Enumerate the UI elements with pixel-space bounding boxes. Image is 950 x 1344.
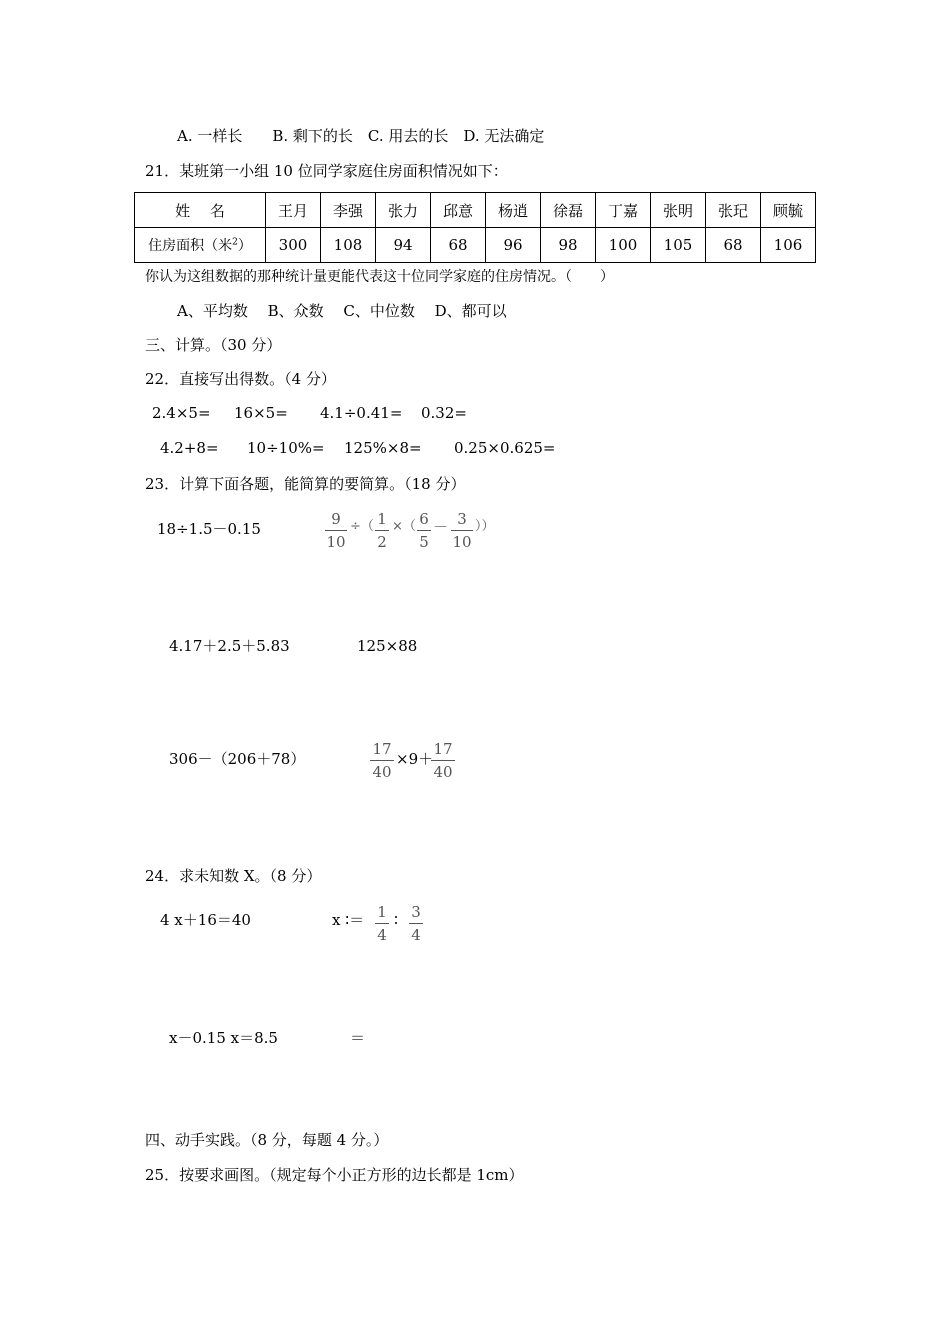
table-cell-area: 100 xyxy=(596,228,651,263)
table-cell-area: 105 xyxy=(651,228,706,263)
fraction xyxy=(417,510,431,551)
q23-expr-4: 125×88 xyxy=(357,637,418,655)
table-cell-area: 106 xyxy=(761,228,816,263)
q22-item: 16×5= xyxy=(234,404,288,422)
q24-e2-lead: x ∶＝ xyxy=(332,911,365,929)
fraction-bar xyxy=(325,530,347,531)
q22-item: 4.2+8= xyxy=(160,439,219,457)
fraction-numerator: 3 xyxy=(411,903,421,921)
fraction xyxy=(431,740,455,781)
table-cell-name: 邱意 xyxy=(431,193,486,228)
area-header-text: 住房面积（米 xyxy=(148,238,233,254)
fraction-numerator: 17 xyxy=(433,740,453,758)
q24-e2-colon: ∶ xyxy=(394,911,398,929)
q21-title: 21．某班第一小组 10 位同学家庭住房面积情况如下： xyxy=(145,162,508,180)
table-cell-name: 张明 xyxy=(651,193,706,228)
table-cell-area: 68 xyxy=(706,228,761,263)
q23-e2-divide: ÷（ xyxy=(350,519,374,534)
fraction xyxy=(370,740,394,781)
fraction-bar xyxy=(431,760,455,761)
table-cell-name: 丁嘉 xyxy=(596,193,651,228)
fraction-bar xyxy=(370,760,394,761)
fraction-bar xyxy=(417,530,431,531)
q21-options: A、平均数 B、众数 C、中位数 D、都可以 xyxy=(177,302,507,320)
table-cell-name: 顾毓 xyxy=(761,193,816,228)
table-cell-name: 王月 xyxy=(266,193,321,228)
table-cell-name: 张玘 xyxy=(706,193,761,228)
area-unit-exponent: 2 xyxy=(232,237,238,248)
q24-expr-4: ＝ xyxy=(350,1029,366,1047)
fraction xyxy=(375,903,389,944)
fraction-numerator: 9 xyxy=(331,510,341,528)
fraction-numerator: 6 xyxy=(419,510,429,528)
fraction xyxy=(375,510,389,551)
fraction xyxy=(325,510,347,551)
q25-title: 25．按要求画图。（规定每个小正方形的边长都是 1cm） xyxy=(145,1166,524,1184)
fraction-denominator: 10 xyxy=(452,533,472,551)
table-cell-area: 94 xyxy=(376,228,431,263)
q23-e2-times: ×（ xyxy=(392,519,416,534)
q22-item: 4.1÷0.41= xyxy=(320,404,403,422)
fraction xyxy=(409,903,423,944)
table-cell-name: 徐磊 xyxy=(541,193,596,228)
fraction-bar xyxy=(375,923,389,924)
q23-expr-3: 4.17＋2.5＋5.83 xyxy=(169,637,290,655)
housing-area-table xyxy=(134,192,816,263)
table-cell-area: 98 xyxy=(541,228,596,263)
table-cell-name: 杨逍 xyxy=(486,193,541,228)
q22-item: 125%×8= xyxy=(344,439,422,457)
q22-item: 10÷10%= xyxy=(247,439,325,457)
area-header-close: ） xyxy=(237,238,252,254)
fraction-bar xyxy=(409,923,423,924)
fraction xyxy=(451,510,473,551)
q24-title: 24．求未知数 X。（8 分） xyxy=(145,867,322,885)
q24-expr-1: 4 x＋16＝40 xyxy=(160,911,251,929)
fraction-denominator: 40 xyxy=(372,763,392,781)
table-cell-name: 李强 xyxy=(321,193,376,228)
table-cell-area: 300 xyxy=(266,228,321,263)
fraction-numerator: 17 xyxy=(372,740,392,758)
fraction-denominator: 5 xyxy=(419,533,429,551)
fraction-numerator: 3 xyxy=(457,510,467,528)
q21-question: 你认为这组数据的那种统计量更能代表这十位同学家庭的住房情况。（ ） xyxy=(145,269,614,285)
fraction-denominator: 2 xyxy=(377,533,387,551)
q20-options: A. 一样长 B. 剩下的长 C. 用去的长 D. 无法确定 xyxy=(177,127,545,145)
q23-expr-5: 306－（206＋78） xyxy=(169,750,306,768)
table-cell-name: 张力 xyxy=(376,193,431,228)
fraction-denominator: 4 xyxy=(411,926,421,944)
section-4-heading: 四、动手实践。（8 分，每题 4 分。） xyxy=(145,1131,389,1149)
table-cell-area: 68 xyxy=(431,228,486,263)
table-cell-area: 96 xyxy=(486,228,541,263)
q23-expr-1: 18÷1.5－0.15 xyxy=(157,520,261,538)
fraction-denominator: 4 xyxy=(377,926,387,944)
table-row-names xyxy=(135,193,816,228)
table-row-areas xyxy=(135,228,816,263)
fraction-denominator: 40 xyxy=(433,763,453,781)
q23-e2-minus: － xyxy=(433,518,449,536)
q22-item: 0.32= xyxy=(421,404,467,422)
q23-e6-middle: ×9＋ xyxy=(396,750,434,768)
table-cell-area: 108 xyxy=(321,228,376,263)
table-header-area xyxy=(135,228,266,263)
q22-item: 0.25×0.625= xyxy=(454,439,556,457)
q23-e2-close: ）） xyxy=(475,519,495,534)
fraction-bar xyxy=(451,530,473,531)
fraction-denominator: 10 xyxy=(326,533,346,551)
q23-title: 23．计算下面各题，能简算的要简算。（18 分） xyxy=(145,475,466,493)
fraction-bar xyxy=(375,530,389,531)
q24-expr-3: x－0.15 x＝8.5 xyxy=(169,1029,278,1047)
table-header-name: 姓 名 xyxy=(135,193,266,228)
fraction-numerator: 1 xyxy=(377,903,387,921)
section-3-heading: 三、计算。（30 分） xyxy=(145,336,282,354)
q22-title: 22．直接写出得数。（4 分） xyxy=(145,370,336,388)
q22-item: 2.4×5= xyxy=(152,404,211,422)
fraction-numerator: 1 xyxy=(377,510,387,528)
